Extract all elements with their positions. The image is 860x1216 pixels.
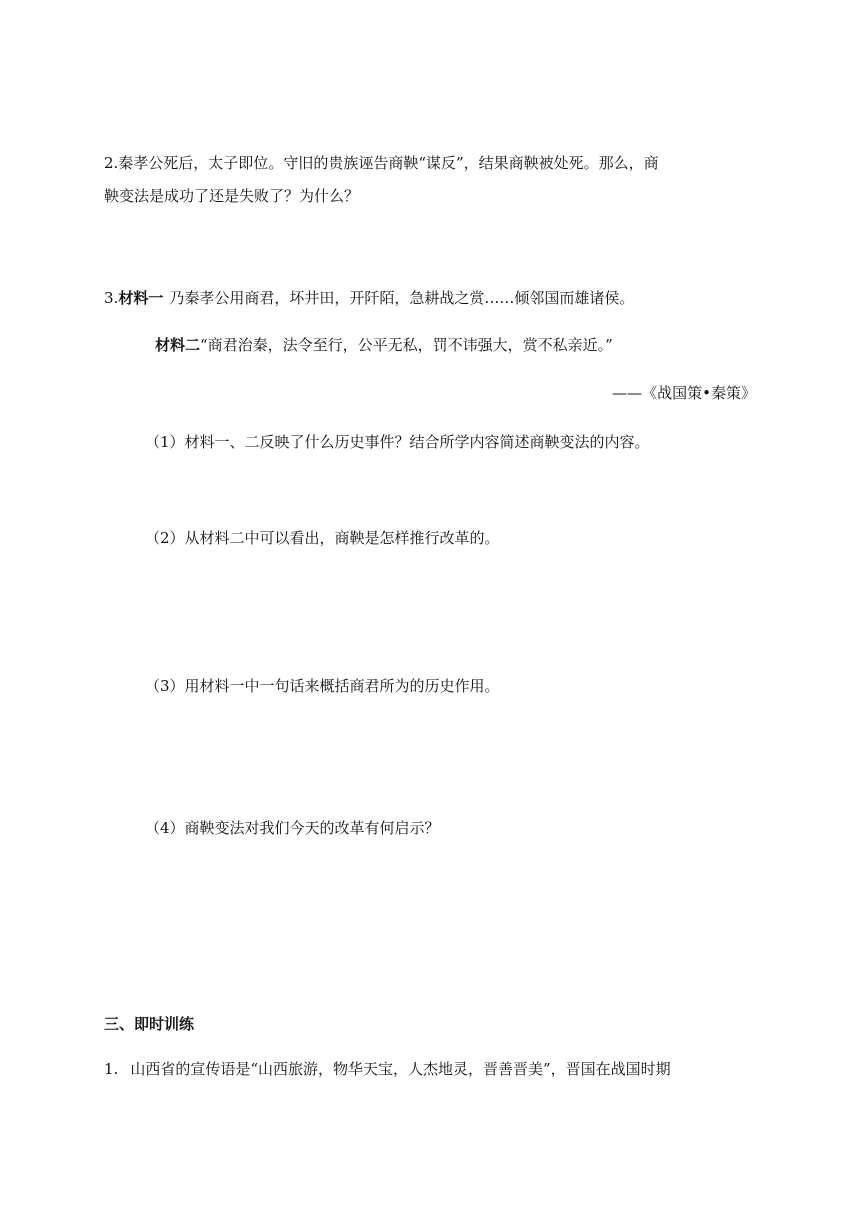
sub-question-1: （1）材料一、二反映了什么历史事件？结合所学内容简述商鞅变法的内容。	[145, 433, 650, 451]
sub-question-3: （3）用材料一中一句话来概括商君所为的历史作用。	[145, 677, 500, 695]
training-item-1-number: 1.	[104, 1060, 119, 1078]
sub-question-4: （4）商鞅变法对我们今天的改革有何启示？	[145, 819, 440, 837]
material-2-text: “商君治秦，法令至行，公平无私，罚不讳强大，赏不私亲近。”	[200, 336, 613, 354]
question-3-material-2	[155, 335, 613, 355]
training-item-1-text: 山西省的宣传语是“山西旅游，物华天宝，人杰地灵，晋善晋美”，晋国在战国时期	[130, 1060, 671, 1078]
sub-question-2: （2）从材料二中可以看出，商鞅是怎样推行改革的。	[145, 529, 500, 547]
question-2-line-1: 2.秦孝公死后，太子即位。守旧的贵族诬告商鞅“谋反”，结果商鞅被处死。那么，商	[104, 154, 659, 172]
question-2-line-2: 鞅变法是成功了还是失败了？为什么？	[104, 187, 360, 205]
section-heading-instant-training: 三、即时训练	[104, 1015, 195, 1033]
material-1-text: 乃秦孝公用商君，坏井田，开阡陌，急耕战之赏……倾邻国而雄诸侯。	[169, 289, 635, 307]
material-source: ——《战国策•秦策》	[612, 384, 756, 402]
material-1-label: 材料一	[118, 289, 164, 307]
question-3-number: 3.	[104, 289, 119, 307]
material-2-label: 材料二	[155, 336, 201, 354]
training-item-1	[104, 1059, 671, 1079]
question-3-material-1	[104, 288, 634, 308]
